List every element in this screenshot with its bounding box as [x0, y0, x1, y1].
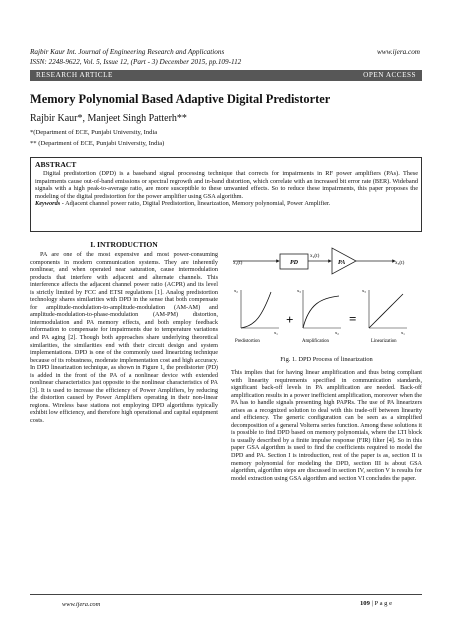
- plus-symbol: +: [286, 312, 294, 327]
- keywords-text: - Adjacent channel power ratio, Digital Predistortion, linearization, Memory polynomial, Power Amplifier.: [60, 200, 331, 208]
- panel3-y-label: x₃: [362, 288, 366, 293]
- panel1-y-label: x₂: [234, 288, 238, 293]
- paper-authors: Rajbir Kaur*, Manjeet Singh Patterh**: [30, 113, 187, 124]
- input-signal-label: x₁(t): [233, 260, 243, 266]
- panel3-line: [369, 294, 403, 328]
- panel2-y-label: x₃: [297, 288, 301, 293]
- open-access-label: OPEN ACCESS: [363, 71, 416, 79]
- mid-signal-label: x₂(t): [310, 253, 320, 259]
- article-type-banner: [30, 70, 422, 81]
- affiliation-1: *(Department of ECE, Punjabi University, India: [30, 129, 158, 136]
- journal-citation: [30, 48, 290, 67]
- citation-line-1: Rajbir Kaur Int. Journal of Engineering Research and Applications: [30, 48, 225, 56]
- footer-divider: [30, 594, 422, 595]
- footer-website[interactable]: www.ijera.com: [62, 601, 101, 608]
- panel1-curve: [241, 292, 271, 328]
- equals-symbol: =: [349, 311, 357, 326]
- citation-line-2: ISSN: 2248-9622, Vol. 5, Issue 12, (Part - 3) December 2015, pp.109-112: [30, 57, 242, 66]
- panel1-x-label: x₁: [274, 330, 278, 335]
- panel2-caption: Amplification: [302, 339, 329, 344]
- section-heading-introduction: I. INTRODUCTION: [90, 240, 158, 249]
- abstract-body: [35, 170, 418, 208]
- figure-dpd-process: [231, 242, 422, 354]
- panel-predistortion: [234, 288, 279, 344]
- page-number: [360, 600, 392, 607]
- abstract-heading: ABSTRACT: [35, 160, 77, 169]
- paper-title: Memory Polynomial Based Adaptive Digital Predistorter: [30, 92, 331, 106]
- figure-caption: Fig. 1. DPD Process of linearization: [280, 356, 373, 363]
- affiliation-2: ** (Department of ECE, Punjabi University, India): [30, 140, 165, 147]
- predistorter-label: PD: [290, 260, 298, 266]
- panel-linearization: [362, 288, 407, 344]
- output-signal-label: x₃(t): [395, 260, 405, 266]
- introduction-right-column: This implies that for having linear amplification and thus being compliant with linearity requirements specified in communication standards, significant back-off levels in PA amplification are needed. Back-off amplification results in a power inefficient amplification, moreover when the PA has to handle signals presenting high PAPRs. The use of PA linearizers arises as a recognized solution to deal with this trade-off between linearity and efficiency. The generic configuration can be seen as a simplified decomposition of a general Volterra series function. Among these solutions it is possible to find DPD based on memory polynomials, where the LTI block is usually described by a finite impulse response (FIR) filter [4]. So in this paper GSA algorithm is used to find the coefficients required to model the DPD and PA. Section I is introduction, rest of the paper is as, section II is memory polynomial for modeling the DPD, section III is about GSA algorithm, algorithm steps are discussed in section IV, section V is results for model extraction using GSA algorithm and section VI concludes the paper.: [231, 369, 422, 482]
- keywords-label: Keywords: [35, 200, 61, 208]
- panel3-x-label: x₁: [401, 330, 405, 335]
- panel3-caption: Linearization: [371, 339, 397, 344]
- abstract-box: [30, 157, 422, 232]
- page-label: | P a g e: [369, 600, 393, 607]
- research-article-label: RESEARCH ARTICLE: [36, 71, 113, 79]
- panel1-caption: Predistortion: [235, 339, 260, 344]
- panel-amplification: [297, 288, 341, 344]
- page-number-value: 109: [360, 600, 370, 607]
- introduction-left-column: PA are one of the most expensive and most power-consuming components in modern communication systems. They are inherently nonlinear, and when operated near saturation, cause intermodulation products that interfere with adjacent and alternate channels. This interference affects the adjacent channel power ratio (ACPR) and its level is strictly limited by FCC and ETSI regulations [1]. Analog predistortion technology shares similarities with DPD in the sense that both compensate for amplitude-modulation-to-amplitude-modulation (AM-AM) and amplitude-modulation-to-phase-modulation (AM-PM) distortion, intermodulation and PA memory effects, and both employ feedback information to compensate for impairments due to temperature variations and PA aging [2]. Though both approaches share underlying theoretical similarities, the similarities end with their circuit design and system implementations. DPD is one of the commonly used linearizing technique because of its robustness, moderate implementation cost and high accuracy. In DPD linearization technique, as shown in Figure 1, the predistorter (PD) is added in the front of the PA of a nonlinear device with extended nonlinear characteristics just opposite to the nonlinear characteristics of PA [3]. It is used to increase the efficiency of Power Amplifiers, by reducing the distortion caused by Power Amplifiers operating in their non-linear regions. Wireless base stations not employing DPD algorithms typically exhibit low efficiency, and therefore high operational and capital equipment costs.: [30, 251, 218, 425]
- power-amplifier-label: PA: [338, 260, 346, 266]
- panel2-curve: [303, 296, 339, 328]
- journal-website[interactable]: www.ijera.com: [377, 48, 420, 56]
- abstract-text: Digital predistortion (DPD) is a baseband signal processing technique that corrects for impairments in RF power amplifiers (PAs). These impairments cause out-of-band emissions or spectral regrowth and in-band distortion, which correlate with an increased bit error rate (BER). Wideband signals with a high peak-to-average ratio, are more susceptible to these unwanted effects. So to reduce these impairments, this paper proposes the modeling of the digital predistortion for the power amplifier using GSA algorithm.: [35, 170, 418, 200]
- panel2-x-label: x₂: [335, 330, 339, 335]
